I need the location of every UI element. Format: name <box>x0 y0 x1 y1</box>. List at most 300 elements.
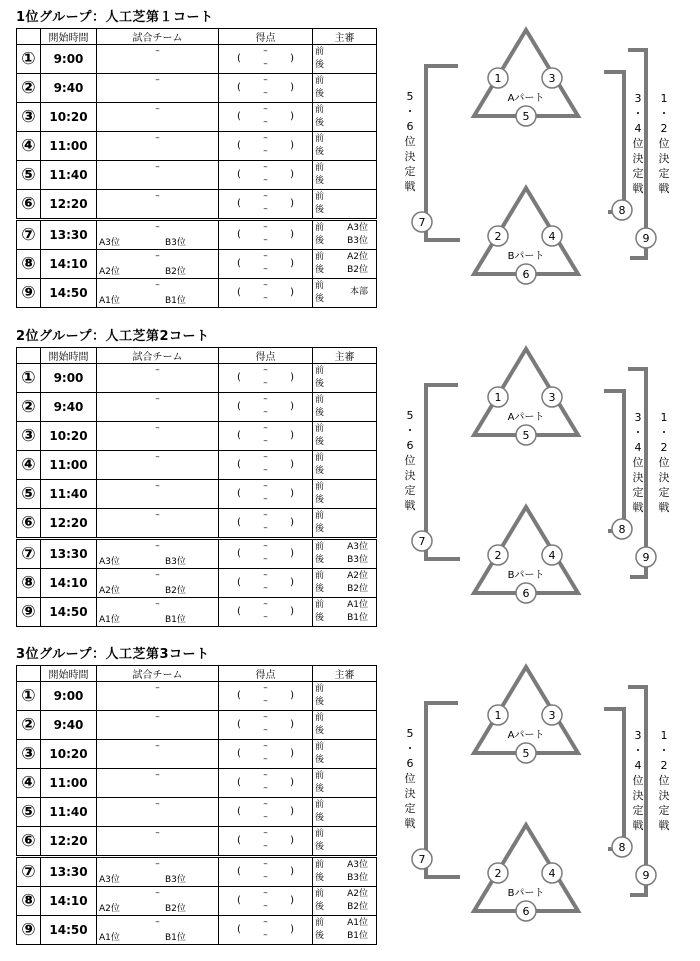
referee-first-value: A2位 <box>347 889 368 899</box>
referee-second-value: B2位 <box>347 584 368 594</box>
team-left: A1位 <box>99 296 120 306</box>
match-number: ① <box>17 682 41 711</box>
score-paren-left: ( <box>237 258 241 269</box>
match-number: ④ <box>17 132 41 161</box>
match-time: 9:00 <box>41 682 97 711</box>
teams-cell <box>97 682 219 711</box>
group-title: 2位グループ：人工芝第2コート <box>16 329 210 344</box>
match-row <box>17 132 377 161</box>
score-cell <box>219 393 313 422</box>
teams-cell <box>97 798 219 827</box>
team-left: A1位 <box>99 933 120 943</box>
match-time: 9:00 <box>41 45 97 74</box>
score-dash-first-half: – <box>263 741 268 751</box>
referee-second-half-label: 後 <box>315 755 325 765</box>
referee-cell <box>313 279 377 308</box>
match-circle-2 <box>488 863 508 883</box>
teams-cell <box>97 422 219 451</box>
group-section <box>0 325 700 643</box>
score-paren-right: ) <box>290 169 294 180</box>
referee-first-half-label: 前 <box>315 889 325 899</box>
match-circle-4 <box>542 545 562 565</box>
match-circle-number: 3 <box>548 72 556 85</box>
match-circle-6 <box>516 901 536 921</box>
vertical-label-char: 位 <box>632 774 644 787</box>
score-paren-left: ( <box>237 924 241 935</box>
match-number: ⑥ <box>17 827 41 857</box>
referee-first-half-label: 前 <box>315 453 325 463</box>
score-paren-left: ( <box>237 690 241 701</box>
header-row <box>17 666 377 682</box>
vertical-label-char: ・ <box>404 742 416 755</box>
match-time: 12:20 <box>41 827 97 857</box>
team-dash: – <box>155 683 160 693</box>
group-title: 3位グループ：人工芝第3コート <box>16 647 210 662</box>
referee-cell <box>313 190 377 220</box>
team-dash: – <box>155 712 160 722</box>
match-circle-number: 9 <box>642 232 650 245</box>
match-row <box>17 798 377 827</box>
referee-cell <box>313 509 377 539</box>
score-paren-right: ) <box>290 287 294 298</box>
referee-first-half-label: 前 <box>315 800 325 810</box>
vertical-label-char: 4 <box>634 122 642 135</box>
team-right: B1位 <box>165 933 186 943</box>
referee-cell <box>313 916 377 945</box>
match-time: 10:20 <box>41 422 97 451</box>
team-dash: – <box>155 251 160 261</box>
referee-second-half-label: 後 <box>315 60 325 70</box>
group-section <box>0 643 700 961</box>
score-cell <box>219 857 313 887</box>
vertical-label-char: ・ <box>632 744 644 757</box>
referee-first-value: A2位 <box>347 571 368 581</box>
referee-first-half-label: 前 <box>315 542 325 552</box>
team-dash: – <box>155 452 160 462</box>
team-dash: – <box>155 828 160 838</box>
vertical-label-char: 5 <box>406 409 414 422</box>
match-circle-7 <box>412 849 432 869</box>
match-time: 11:40 <box>41 161 97 190</box>
score-cell <box>219 740 313 769</box>
team-dash: – <box>155 365 160 375</box>
match-circle-8 <box>612 519 632 539</box>
match-row <box>17 509 377 539</box>
referee-cell <box>313 887 377 916</box>
match-circle-number: 5 <box>522 429 530 442</box>
referee-second-half-label: 後 <box>315 524 325 534</box>
score-paren-left: ( <box>237 577 241 588</box>
referee-first-half-label: 前 <box>315 105 325 115</box>
vertical-label-char: 位 <box>658 774 670 787</box>
match-circle-1 <box>488 68 508 88</box>
team-dash: – <box>155 541 160 551</box>
referee-first-half-label: 前 <box>315 395 325 405</box>
vertical-label-char: 3 <box>634 92 642 105</box>
header-start-time: 開始時間 <box>41 666 97 682</box>
team-right: B2位 <box>165 586 186 596</box>
match-circle-3 <box>542 387 562 407</box>
match-circle-1 <box>488 705 508 725</box>
match-circle-5 <box>516 425 536 445</box>
score-dash-first-half: – <box>263 599 268 609</box>
label-5-6-decider <box>405 90 416 193</box>
match-circle-number: 8 <box>618 841 626 854</box>
vertical-label-char: 戦 <box>404 180 416 193</box>
score-dash-first-half: – <box>263 917 268 927</box>
teams-cell <box>97 887 219 916</box>
score-paren-left: ( <box>237 53 241 64</box>
score-dash-first-half: – <box>263 75 268 85</box>
referee-second-half-label: 後 <box>315 408 325 418</box>
teams-cell <box>97 161 219 190</box>
match-time: 11:40 <box>41 480 97 509</box>
match-row <box>17 220 377 250</box>
header-no <box>17 666 41 682</box>
vertical-label-char: 戦 <box>658 501 670 514</box>
bracket-5-6 <box>426 66 460 240</box>
referee-cell <box>313 393 377 422</box>
score-paren-left: ( <box>237 111 241 122</box>
score-dash-first-half: – <box>263 365 268 375</box>
team-dash: – <box>155 222 160 232</box>
referee-first-half-label: 前 <box>315 192 325 202</box>
header-row <box>17 348 377 364</box>
score-paren-right: ) <box>290 401 294 412</box>
header-referee: 主審 <box>313 666 377 682</box>
referee-first-half-label: 前 <box>315 771 325 781</box>
match-time: 11:00 <box>41 132 97 161</box>
teams-cell <box>97 74 219 103</box>
vertical-label-char: 3 <box>634 411 642 424</box>
referee-cell <box>313 711 377 740</box>
match-time: 9:40 <box>41 711 97 740</box>
label-1-2-decider <box>659 92 670 195</box>
match-circle-2 <box>488 226 508 246</box>
score-dash-first-half: – <box>263 799 268 809</box>
referee-cell <box>313 857 377 887</box>
vertical-label-char: 1 <box>660 729 668 742</box>
vertical-label-char: 定 <box>404 165 416 178</box>
vertical-label-char: 3 <box>634 729 642 742</box>
match-row <box>17 451 377 480</box>
referee-second-half-label: 後 <box>315 176 325 186</box>
match-circle-3 <box>542 68 562 88</box>
score-paren-left: ( <box>237 459 241 470</box>
vertical-label-char: 定 <box>658 167 670 180</box>
match-circle-5 <box>516 106 536 126</box>
vertical-label-char: 2 <box>660 441 668 454</box>
teams-cell <box>97 279 219 308</box>
match-number: ② <box>17 711 41 740</box>
match-row <box>17 569 377 598</box>
score-cell <box>219 916 313 945</box>
vertical-label-char: 決 <box>404 469 416 482</box>
vertical-label-char: 位 <box>632 137 644 150</box>
team-right: B3位 <box>165 557 186 567</box>
referee-second-half-label: 後 <box>315 466 325 476</box>
part-a-label: Aパート <box>507 730 545 741</box>
match-circle-number: 9 <box>642 551 650 564</box>
match-number: ④ <box>17 451 41 480</box>
match-circle-number: 7 <box>418 535 426 548</box>
vertical-label-char: 決 <box>658 152 670 165</box>
referee-cell <box>313 569 377 598</box>
match-circle-number: 6 <box>522 587 530 600</box>
match-time: 11:00 <box>41 769 97 798</box>
score-dash-first-half: – <box>263 888 268 898</box>
referee-second-value: B3位 <box>347 873 368 883</box>
match-time: 9:00 <box>41 364 97 393</box>
vertical-label-char: 6 <box>406 757 414 770</box>
referee-second-half-label: 後 <box>315 89 325 99</box>
vertical-label-char: 位 <box>404 454 416 467</box>
header-teams: 試合チーム <box>97 348 219 364</box>
match-time: 11:00 <box>41 451 97 480</box>
team-right: B2位 <box>165 904 186 914</box>
match-time: 14:50 <box>41 279 97 308</box>
vertical-label-char: 定 <box>632 804 644 817</box>
referee-first-half-label: 前 <box>315 742 325 752</box>
referee-first-half-label: 前 <box>315 366 325 376</box>
header-score: 得点 <box>219 29 313 45</box>
match-number: ⑥ <box>17 190 41 220</box>
teams-cell <box>97 769 219 798</box>
match-number: ⑤ <box>17 798 41 827</box>
referee-cell <box>313 598 377 627</box>
vertical-label-char: 1 <box>660 92 668 105</box>
score-dash-second-half: – <box>263 872 268 882</box>
teams-cell <box>97 916 219 945</box>
match-row <box>17 598 377 627</box>
score-cell <box>219 798 313 827</box>
score-paren-right: ) <box>290 488 294 499</box>
vertical-label-char: 決 <box>632 471 644 484</box>
referee-second-half-label: 後 <box>315 813 325 823</box>
match-row <box>17 422 377 451</box>
match-circle-7 <box>412 212 432 232</box>
vertical-label-char: 位 <box>404 772 416 785</box>
score-paren-right: ) <box>290 924 294 935</box>
score-paren-right: ) <box>290 719 294 730</box>
score-dash-second-half: – <box>263 235 268 245</box>
score-paren-right: ) <box>290 140 294 151</box>
score-dash-second-half: – <box>263 696 268 706</box>
score-paren-right: ) <box>290 866 294 877</box>
match-row <box>17 887 377 916</box>
match-row <box>17 682 377 711</box>
match-row <box>17 769 377 798</box>
match-circle-7 <box>412 531 432 551</box>
teams-cell <box>97 598 219 627</box>
score-dash-second-half: – <box>263 612 268 622</box>
score-dash-first-half: – <box>263 251 268 261</box>
score-paren-right: ) <box>290 459 294 470</box>
score-cell <box>219 45 313 74</box>
vertical-label-char: 決 <box>658 471 670 484</box>
match-circle-number: 7 <box>418 216 426 229</box>
score-dash-second-half: – <box>263 783 268 793</box>
match-number: ② <box>17 74 41 103</box>
referee-cell <box>313 103 377 132</box>
match-circle-number: 4 <box>548 549 556 562</box>
vertical-label-char: 戦 <box>658 819 670 832</box>
match-circle-number: 2 <box>494 867 502 880</box>
referee-cell <box>313 740 377 769</box>
match-circle-4 <box>542 226 562 246</box>
score-cell <box>219 364 313 393</box>
vertical-label-char: 位 <box>658 456 670 469</box>
score-paren-left: ( <box>237 548 241 559</box>
match-number: ⑨ <box>17 916 41 945</box>
vertical-label-char: 戦 <box>632 501 644 514</box>
team-dash: – <box>155 888 160 898</box>
match-circle-9 <box>636 228 656 248</box>
team-dash: – <box>155 510 160 520</box>
match-circle-number: 3 <box>548 391 556 404</box>
team-dash: – <box>155 599 160 609</box>
match-circle-number: 8 <box>618 523 626 536</box>
referee-second-half-label: 後 <box>315 613 325 623</box>
teams-cell <box>97 220 219 250</box>
score-dash-first-half: – <box>263 770 268 780</box>
score-dash-second-half: – <box>263 554 268 564</box>
referee-second-value: B2位 <box>347 265 368 275</box>
score-dash-second-half: – <box>263 436 268 446</box>
team-right: B3位 <box>165 875 186 885</box>
referee-cell <box>313 74 377 103</box>
score-cell <box>219 682 313 711</box>
group-section <box>0 6 700 324</box>
vertical-label-char: 位 <box>404 135 416 148</box>
match-time: 14:50 <box>41 598 97 627</box>
score-cell <box>219 451 313 480</box>
score-paren-right: ) <box>290 111 294 122</box>
referee-second-half-label: 後 <box>315 726 325 736</box>
score-cell <box>219 598 313 627</box>
match-circle-number: 6 <box>522 905 530 918</box>
match-circle-number: 7 <box>418 853 426 866</box>
match-time: 14:10 <box>41 250 97 279</box>
match-circle-9 <box>636 547 656 567</box>
match-number: ⑤ <box>17 480 41 509</box>
referee-value: 本部 <box>349 287 368 297</box>
label-5-6-decider <box>405 409 416 512</box>
score-dash-second-half: – <box>263 523 268 533</box>
score-cell <box>219 250 313 279</box>
score-paren-left: ( <box>237 488 241 499</box>
referee-first-value: A3位 <box>347 860 368 870</box>
referee-first-value: A1位 <box>347 918 368 928</box>
referee-first-half-label: 前 <box>315 252 325 262</box>
vertical-label-char: 戦 <box>632 182 644 195</box>
vertical-label-char: 戦 <box>404 817 416 830</box>
match-number: ⑤ <box>17 161 41 190</box>
referee-second-half-label: 後 <box>315 495 325 505</box>
schedule-table <box>16 665 377 945</box>
vertical-label-char: 戦 <box>658 182 670 195</box>
team-dash: – <box>155 799 160 809</box>
score-dash-second-half: – <box>263 59 268 69</box>
team-dash: – <box>155 46 160 56</box>
match-circle-number: 9 <box>642 869 650 882</box>
score-dash-first-half: – <box>263 191 268 201</box>
referee-first-half-label: 前 <box>315 134 325 144</box>
team-dash: – <box>155 423 160 433</box>
referee-first-value: A3位 <box>347 542 368 552</box>
match-row <box>17 393 377 422</box>
teams-cell <box>97 480 219 509</box>
referee-second-value: B1位 <box>347 931 368 941</box>
score-dash-first-half: – <box>263 570 268 580</box>
referee-second-half-label: 後 <box>315 236 325 246</box>
vertical-label-char: 決 <box>632 789 644 802</box>
teams-cell <box>97 103 219 132</box>
vertical-label-char: ・ <box>658 744 670 757</box>
bracket-diagram <box>390 663 690 925</box>
team-left: A3位 <box>99 238 120 248</box>
score-cell <box>219 161 313 190</box>
label-5-6-decider <box>405 727 416 830</box>
match-number: ⑨ <box>17 598 41 627</box>
score-cell <box>219 569 313 598</box>
referee-second-half-label: 後 <box>315 205 325 215</box>
match-number: ⑦ <box>17 539 41 569</box>
referee-second-half-label: 後 <box>315 265 325 275</box>
score-dash-second-half: – <box>263 378 268 388</box>
teams-cell <box>97 250 219 279</box>
score-dash-first-half: – <box>263 46 268 56</box>
referee-second-value: B1位 <box>347 613 368 623</box>
team-dash: – <box>155 570 160 580</box>
match-number: ⑨ <box>17 279 41 308</box>
referee-cell <box>313 364 377 393</box>
match-circle-2 <box>488 545 508 565</box>
score-cell <box>219 279 313 308</box>
score-dash-second-half: – <box>263 583 268 593</box>
team-right: B1位 <box>165 615 186 625</box>
match-time: 13:30 <box>41 539 97 569</box>
match-number: ③ <box>17 422 41 451</box>
score-paren-left: ( <box>237 806 241 817</box>
referee-first-value: A2位 <box>347 252 368 262</box>
teams-cell <box>97 451 219 480</box>
score-dash-second-half: – <box>263 494 268 504</box>
score-cell <box>219 539 313 569</box>
referee-cell <box>313 451 377 480</box>
match-row <box>17 45 377 74</box>
score-dash-first-half: – <box>263 859 268 869</box>
score-paren-right: ) <box>290 606 294 617</box>
label-1-2-decider <box>659 729 670 832</box>
match-circle-8 <box>612 200 632 220</box>
score-dash-first-half: – <box>263 452 268 462</box>
score-paren-right: ) <box>290 198 294 209</box>
score-dash-second-half: – <box>263 175 268 185</box>
referee-second-half-label: 後 <box>315 697 325 707</box>
header-teams: 試合チーム <box>97 666 219 682</box>
referee-first-half-label: 前 <box>315 829 325 839</box>
bracket-3-4 <box>604 709 624 849</box>
teams-cell <box>97 711 219 740</box>
match-circle-5 <box>516 743 536 763</box>
match-time: 9:40 <box>41 393 97 422</box>
score-paren-right: ) <box>290 548 294 559</box>
teams-cell <box>97 509 219 539</box>
score-paren-left: ( <box>237 229 241 240</box>
part-b-label: Bパート <box>507 888 545 899</box>
score-dash-second-half: – <box>263 754 268 764</box>
